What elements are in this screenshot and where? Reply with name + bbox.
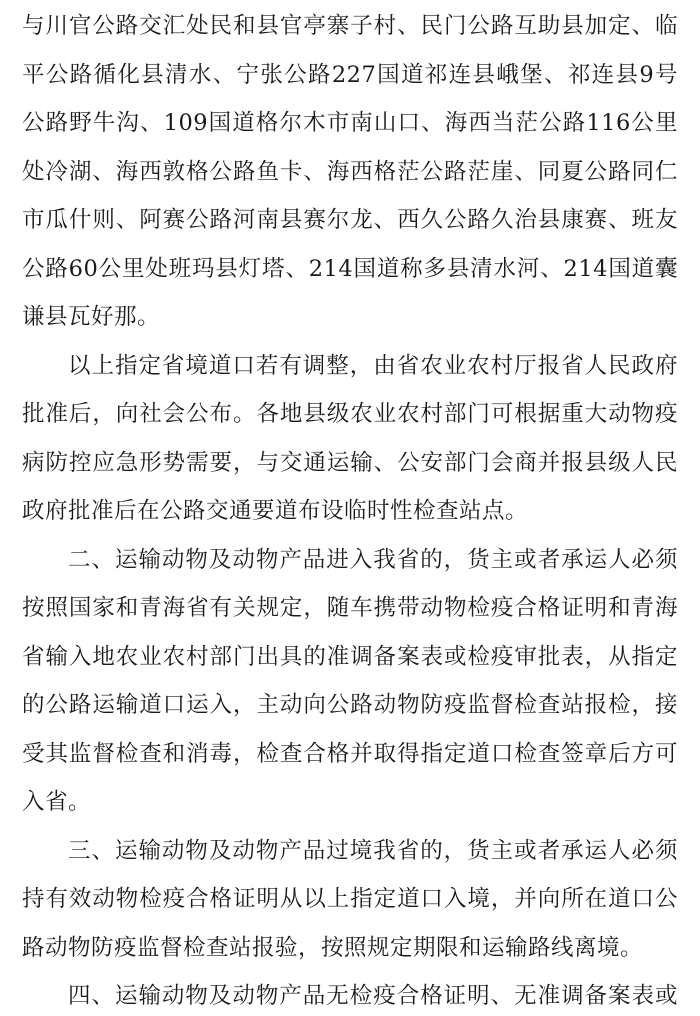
- text-line: 与川官公路交汇处民和县官亭寨子村、民门公路互助县加定、临: [22, 13, 678, 39]
- text-line: 二、运输动物及动物产品进入我省的，货主或者承运人必须: [68, 547, 678, 573]
- text-line: 三、运输动物及动物产品过境我省的，货主或者承运人必须: [68, 838, 678, 864]
- text-line: 受其监督检查和消毒，检查合格并取得指定道口检查签章后方可: [22, 741, 678, 767]
- text-line: 市瓜什则、阿赛公路河南县赛尔龙、西久公路久治县康赛、班友: [22, 207, 678, 233]
- text-line: 平公路循化县清水、宁张公路227国道祁连县峨堡、祁连县9号: [22, 62, 678, 88]
- text-line: 四、运输动物及动物产品无检疫合格证明、无准调备案表或: [68, 983, 678, 1009]
- text-line: 按照国家和青海省有关规定，随车携带动物检疫合格证明和青海: [22, 595, 678, 621]
- text-line: 持有效动物检疫合格证明从以上指定道口入境，并向所在道口公: [22, 886, 678, 912]
- text-line: 公路60公里处班玛县灯塔、214国道称多县清水河、214国道囊: [22, 256, 678, 282]
- text-line: 省输入地农业农村部门出具的准调备案表或检疫审批表，从指定: [22, 644, 678, 670]
- text-line: 的公路运输道口运入，主动向公路动物防疫监督检查站报检，接: [22, 692, 678, 718]
- text-line: 政府批准后在公路交通要道布设临时性检查站点。: [22, 498, 529, 524]
- text-line: 路动物防疫监督检查站报验，按照规定期限和运输路线离境。: [22, 935, 644, 961]
- text-line: 处冷湖、海西敦格公路鱼卡、海西格茫公路茫崖、同夏公路同仁: [22, 159, 678, 185]
- text-line: 病防控应急形势需要，与交通运输、公安部门会商并报县级人民: [22, 450, 678, 476]
- text-line: 谦县瓦好那。: [22, 304, 161, 330]
- text-line: 公路野牛沟、109国道格尔木市南山口、海西当茫公路116公里: [22, 110, 678, 136]
- text-line: 批准后，向社会公布。各地县级农业农村部门可根据重大动物疫: [22, 401, 678, 427]
- text-line: 以上指定省境道口若有调整，由省农业农村厅报省人民政府: [68, 353, 678, 379]
- text-line: 入省。: [22, 789, 92, 815]
